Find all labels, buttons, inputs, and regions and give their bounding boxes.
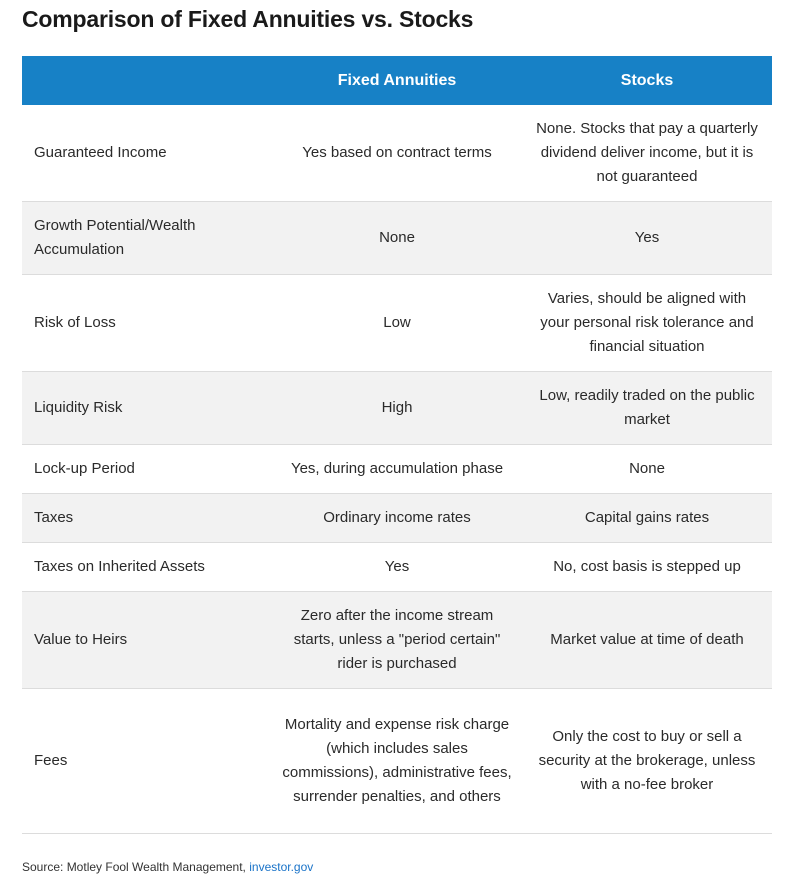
table-row [22,372,772,445]
table-header [22,56,772,105]
stocks-cell: Low, readily traded on the public market [522,372,772,445]
page-title: Comparison of Fixed Annuities vs. Stocks [22,6,474,32]
stocks-cell: Capital gains rates [522,494,772,543]
row-label: Growth Potential/Wealth Accumulation [22,202,272,275]
table-row [22,105,772,202]
source-text: Source: Motley Fool Wealth Management, [22,860,250,874]
comparison-table [22,56,772,834]
stocks-cell: No, cost basis is stepped up [522,543,772,592]
header-cell-stocks: Stocks [620,71,674,89]
table-row [22,494,772,543]
table-row [22,689,772,834]
annuities-cell: High [272,372,522,445]
annuities-cell: None [272,202,522,275]
annuities-cell: Yes based on contract terms [272,105,522,202]
header-cell-fixed-annuities: Fixed Annuities [337,71,457,89]
row-label: Taxes [22,494,272,543]
table-row [22,275,772,372]
stocks-cell: None [522,445,772,494]
table-body [22,105,772,834]
header-cell-label [22,56,272,105]
annuities-cell: Yes [272,543,522,592]
row-label: Fees [22,689,272,834]
stocks-cell: Market value at time of death [522,592,772,689]
table-row [22,202,772,275]
header-row [22,56,772,105]
row-label: Value to Heirs [22,592,272,689]
annuities-cell: Mortality and expense risk charge (which includes sales commissions), administrative fees, surrender penalties, and others [272,689,522,834]
annuities-cell: Low [272,275,522,372]
row-label: Guaranteed Income [22,105,272,202]
stocks-cell: Only the cost to buy or sell a security at the brokerage, unless with a no-fee broker [522,689,772,834]
table-row [22,543,772,592]
annuities-cell: Zero after the income stream starts, unless a "period certain" rider is purchased [272,592,522,689]
row-label: Lock-up Period [22,445,272,494]
stocks-cell: Yes [522,202,772,275]
row-label: Liquidity Risk [22,372,272,445]
source-note [22,860,772,874]
row-label: Risk of Loss [22,275,272,372]
annuities-cell: Yes, during accumulation phase [272,445,522,494]
stocks-cell: None. Stocks that pay a quarterly dividend deliver income, but it is not guaranteed [522,105,772,202]
table-row [22,445,772,494]
stocks-cell: Varies, should be aligned with your personal risk tolerance and financial situation [522,275,772,372]
row-label: Taxes on Inherited Assets [22,543,272,592]
table-row [22,592,772,689]
source-link-investor-gov[interactable]: investor.gov [249,860,314,874]
annuities-cell: Ordinary income rates [272,494,522,543]
